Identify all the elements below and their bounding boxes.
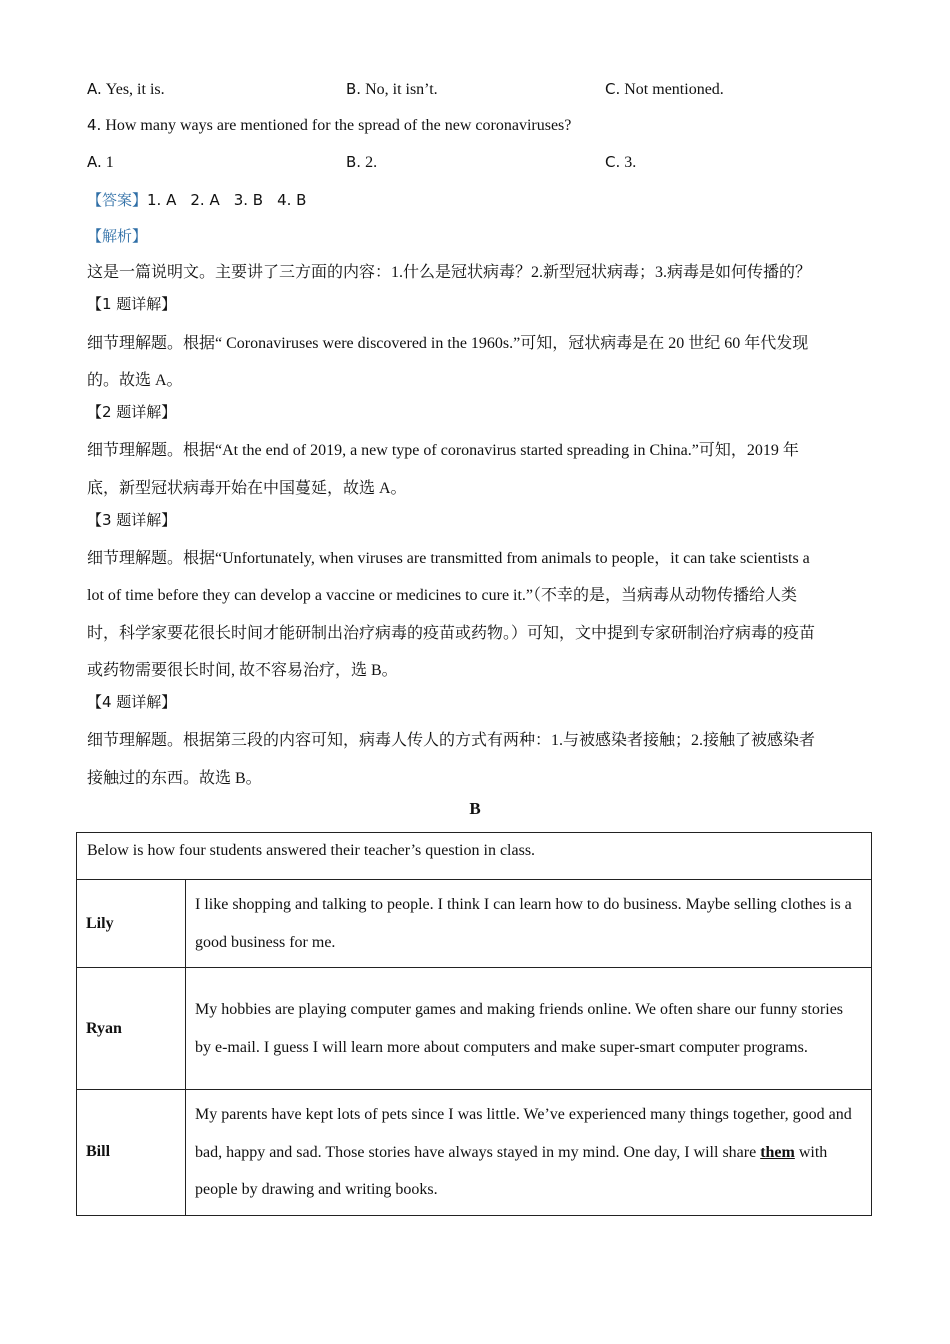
table-intro: Below is how four students answered their teacher’s question in class. [77,833,872,880]
q4-question: 4. How many ways are mentioned for the spread of the new coronaviruses? [87,116,572,134]
answer-item: 3. B [233,191,264,209]
answer-item: 2. A [190,191,220,209]
q4-option-a: A. 1 [87,153,114,171]
student-name: Lily [77,880,186,968]
q3-option-b: B. No, it isn’t. [346,80,438,98]
table-row [77,1090,872,1216]
student-answer: My hobbies are playing computer games and making friends online. We often share our funny stories by e-mail. I guess I will learn more about computers and make super-smart computer programs. [186,968,872,1090]
answer-item: 4. B [277,191,307,209]
q3-detail-title: 【3 题详解】 [87,511,177,529]
q2-detail-line: 底，新型冠状病毒开始在中国蔓延，故选 A。 [87,480,407,497]
analysis-intro: 这是一篇说明文。主要讲了三方面的内容：1.什么是冠状病毒？2.新型冠状病毒；3.病毒是如何传播的？ [87,264,812,281]
q3-option-a: A. Yes, it is. [87,80,165,98]
q3-detail-line: 时，科学家要花很长时间才能研制出治疗病毒的疫苗或药物。）可知，文中提到专家研制治疗病毒的疫苗 [87,625,816,642]
table-row [77,833,872,880]
answer-item: 1. A [147,191,177,209]
q3-detail-line: lot of time before they can develop a vaccine or medicines to cure it.”（不幸的是，当病毒从动物传播给人类 [87,587,798,604]
q1-detail-title: 【1 题详解】 [87,295,177,313]
table-row [77,968,872,1090]
q4-detail-line: 细节理解题。根据第三段的内容可知，病毒人传人的方式有两种：1.与被感染者接触；2.接触了被感染者 [87,732,816,749]
section-b-title: B [469,799,481,818]
analysis-label: 【解析】 [87,227,148,245]
underlined-word: them [760,1143,795,1161]
q3-option-c: C. Not mentioned. [605,80,724,98]
q3-detail-line: 细节理解题。根据“Unfortunately, when viruses are transmitted from animals to people，it can take scientists a [87,550,810,567]
q4-detail-line: 接触过的东西。故选 B。 [87,770,262,787]
q4-detail-title: 【4 题详解】 [87,693,177,711]
student-answer: I like shopping and talking to people. I think I can learn how to do business. Maybe selling clothes is a good business for me. [186,880,872,968]
q3-detail-line: 或药物需要很长时间, 故不容易治疗，选 B。 [87,662,398,679]
q1-detail-line: 的。故选 A。 [87,372,183,389]
student-answer: My parents have kept lots of pets since I was little. We’ve experienced many things together, good and bad, happy and sad. Those stories have always stayed in my mind. One day, I will share them with people by drawing and writing books. [186,1090,872,1216]
answer-line [87,189,306,210]
q2-detail-title: 【2 题详解】 [87,403,177,421]
q4-option-b: B. 2. [346,153,378,171]
q2-detail-line: 细节理解题。根据“At the end of 2019, a new type of coronavirus started spreading in China.”可知，2019 年 [87,442,799,459]
q1-detail-line: 细节理解题。根据“ Coronaviruses were discovered in the 1960s.”可知，冠状病毒是在 20 世纪 60 年代发现 [87,335,809,352]
students-table [76,832,872,1216]
student-name: Ryan [77,968,186,1090]
table-row [77,880,872,968]
student-name: Bill [77,1090,186,1216]
answer-label: 【答案】 [87,191,148,209]
q4-option-c: C. 3. [605,153,637,171]
